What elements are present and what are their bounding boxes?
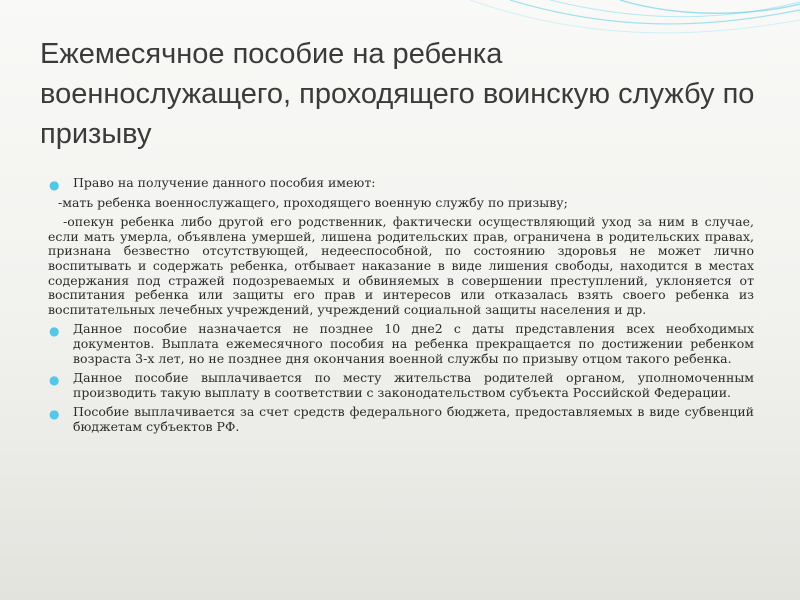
slide-content [48,176,754,440]
list-item [48,405,754,434]
paragraph-text: -мать ребенка военнослужащего, проходящего военную службу по призыву; [58,194,568,210]
paragraph-text: Данное пособие назначается не позднее 10 дне2 с даты представления всех необходимых документов. Выплата ежемесячного пособия на ребенка прекращается по достижении ребенком возраста 3-х лет, но не позднее дня окончания военной службы по призыву отцом такого ребенка. [73,321,754,366]
paragraph-text: Данное пособие выплачивается по месту жительства родителей органом, уполномоченным производить такую выплату в соответствии с законодательством субъекта Российской Федерации. [73,370,754,400]
list-subitem [48,215,754,317]
list-item [48,371,754,400]
list-item [48,176,754,191]
paragraph-text: Право на получение данного пособия имеют: [73,175,376,190]
list-item [48,322,754,366]
slide-title: Ежемесячное пособие на ребенка военнослужащего, проходящего воинскую службу по призыву [40,38,755,150]
paragraph-text: Пособие выплачивается за счет средств федерального бюджета, предоставляемых в виде субвенций бюджетам субъектов РФ. [73,404,754,434]
paragraph-text: -опекун ребенка либо другой его родственник, фактически осуществляющий уход за ним в случае, если мать умерла, объявлена умершей, лишена родительских прав, ограничена в родительских правах, признана безвестно отсутствующей, недееспособной, по состоянию здоровья не может лично воспитывать и содержать ребенка, отбывает наказание в виде лишения свободы, находится в местах содержания под стражей подозреваемых и обвиняемых в совершении преступлений, уклоняется от воспитания ребенка или защиты его прав и интересов или отказалась взять своего ребенка из воспитательных лечебных учреждений, учреждений социальной защиты населения и др. [48,214,754,317]
list-subitem [48,196,754,211]
